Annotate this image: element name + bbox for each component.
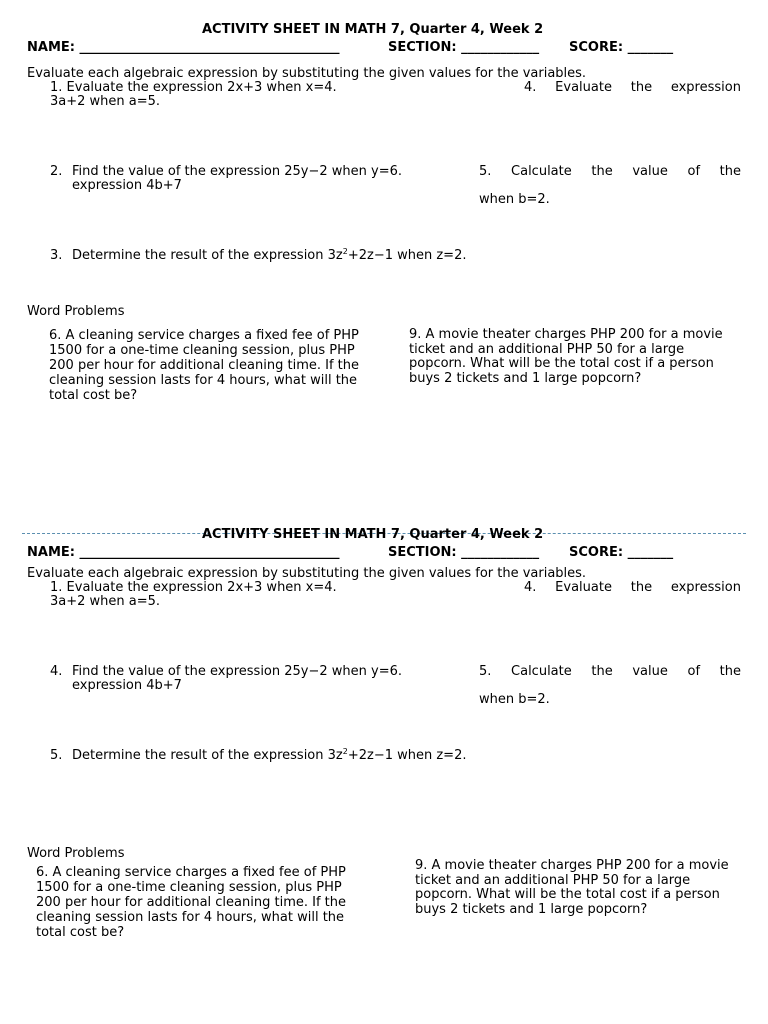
question-5-continuation: when b=2.	[479, 692, 550, 707]
question-5-word: 5.	[479, 664, 492, 679]
question-4-word: 4.	[524, 580, 537, 595]
question-3-number: 5.	[50, 748, 63, 763]
question-5-expression: expression 4b+7	[72, 678, 182, 693]
instructions: Evaluate each algebraic expression by substituting the given values for the variables.	[27, 66, 587, 81]
question-4-word: the	[630, 580, 653, 595]
word-problems-heading: Word Problems	[27, 304, 125, 319]
question-2-number: 2.	[50, 164, 63, 179]
word-problem-9: 9. A movie theater charges PHP 200 for a movie ticket and an additional PHP 50 for a large popcorn. What will be the total cost if a person buys 2 tickets and 1 large popcorn?	[415, 858, 729, 917]
word-problem-6: 6. A cleaning service charges a fixed fee of PHP 1500 for a one-time cleaning session, plus PHP 200 per hour for additional cleaning time. If the cleaning session lasts for 4 hours, what will the total cost be?	[49, 328, 359, 403]
question-5-word: the	[719, 164, 741, 179]
instructions: Evaluate each algebraic expression by substituting the given values for the variables.	[27, 566, 587, 581]
question-2-number: 4.	[50, 664, 63, 679]
question-5-word: of	[687, 664, 701, 679]
question-5-word: the	[591, 664, 613, 679]
question-2: Find the value of the expression 25y−2 when y=6.	[72, 664, 403, 679]
exponent: 2	[342, 747, 348, 756]
section-field-label: SECTION: ____________	[388, 545, 540, 560]
question-5-word: the	[719, 664, 741, 679]
question-3-text: Determine the result of the expression 3z	[72, 248, 343, 263]
question-4-word: Evaluate	[555, 580, 612, 595]
question-4-word: the	[630, 80, 653, 95]
question-4-word: 4.	[524, 80, 537, 95]
question-5-word: value	[632, 164, 668, 179]
question-5-word: Calculate	[511, 164, 572, 179]
question-5-expression: expression 4b+7	[72, 178, 182, 193]
question-5	[479, 664, 741, 679]
question-4-word: expression	[670, 580, 741, 595]
question-1: 1. Evaluate the expression 2x+3 when x=4.	[50, 80, 337, 95]
question-1: 1. Evaluate the expression 2x+3 when x=4.	[50, 580, 337, 595]
question-3-text: Determine the result of the expression 3z	[72, 748, 343, 763]
score-field-label: SCORE: _______	[569, 40, 674, 55]
question-5-word: of	[687, 164, 701, 179]
question-3-number: 3.	[50, 248, 63, 263]
exponent: 2	[342, 247, 348, 256]
question-4	[524, 80, 741, 95]
question-4-word: Evaluate	[555, 80, 612, 95]
name-field-label: NAME: ________________________________________	[27, 40, 340, 55]
question-4-continuation: 3a+2 when a=5.	[50, 94, 161, 109]
word-problems-heading: Word Problems	[27, 846, 125, 861]
question-5-word: value	[632, 664, 668, 679]
word-problem-6: 6. A cleaning service charges a fixed fee of PHP 1500 for a one-time cleaning session, plus PHP 200 per hour for additional cleaning time. If the cleaning session lasts for 4 hours, what will the total cost be?	[36, 865, 346, 940]
score-field-label: SCORE: _______	[569, 545, 674, 560]
question-3-text-end: +2z−1 when z=2.	[347, 248, 467, 263]
word-problem-9: 9. A movie theater charges PHP 200 for a movie ticket and an additional PHP 50 for a large popcorn. What will be the total cost if a person buys 2 tickets and 1 large popcorn?	[409, 327, 723, 386]
sheet-title: ACTIVITY SHEET IN MATH 7, Quarter 4, Week 2	[202, 527, 544, 542]
question-5-continuation: when b=2.	[479, 192, 550, 207]
question-3	[72, 748, 466, 763]
question-4-word: expression	[670, 80, 741, 95]
section-field-label: SECTION: ____________	[388, 40, 540, 55]
name-field-label: NAME: ________________________________________	[27, 545, 340, 560]
question-5-word: the	[591, 164, 613, 179]
question-3	[72, 248, 466, 263]
question-2: Find the value of the expression 25y−2 when y=6.	[72, 164, 403, 179]
question-5-word: Calculate	[511, 664, 572, 679]
question-4-continuation: 3a+2 when a=5.	[50, 594, 161, 609]
question-4	[524, 580, 741, 595]
question-5	[479, 164, 741, 179]
question-5-word: 5.	[479, 164, 492, 179]
question-3-text-end: +2z−1 when z=2.	[347, 748, 467, 763]
sheet-title: ACTIVITY SHEET IN MATH 7, Quarter 4, Week 2	[202, 22, 544, 37]
